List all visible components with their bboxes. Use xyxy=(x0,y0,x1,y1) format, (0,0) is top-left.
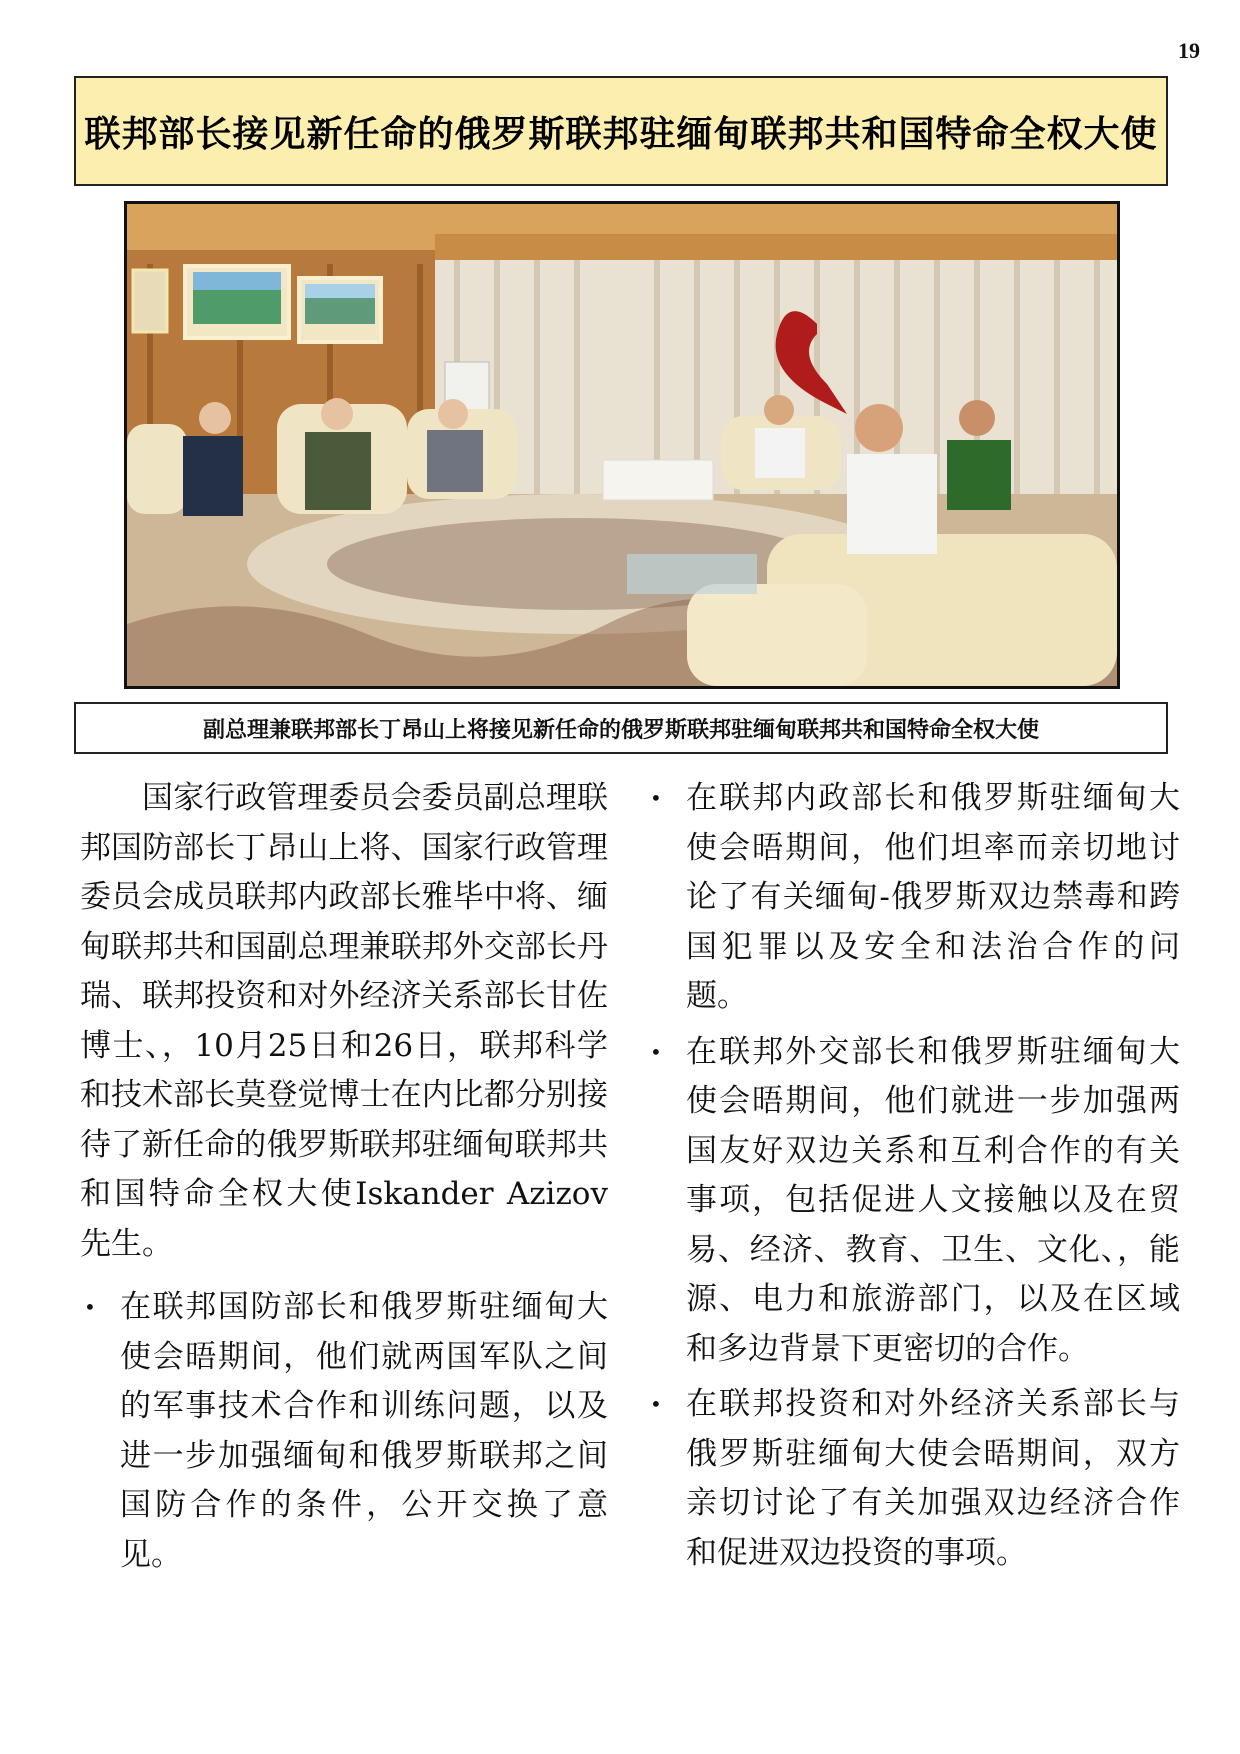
left-column xyxy=(80,774,608,1586)
list-item xyxy=(646,774,1180,1022)
bullet-icon: • xyxy=(650,1039,662,1064)
meeting-photo xyxy=(124,201,1120,689)
bullet-text: 在联邦投资和对外经济关系部长与俄罗斯驻缅甸大使会晤期间，双方亲切讨论了有关加强双边经济合作和促进双边投资的事项。 xyxy=(686,1386,1180,1571)
page-title: 联邦部长接见新任命的俄罗斯联邦驻缅甸联邦共和国特命全权大使 xyxy=(84,113,1158,155)
bullet-icon: • xyxy=(650,1392,662,1416)
title-banner xyxy=(74,76,1168,186)
bullet-list-left xyxy=(80,1283,608,1580)
bullet-text: 在联邦国防部长和俄罗斯驻缅甸大使会晤期间，他们就两国军队之间的军事技术合作和训练问题，以及进一步加强缅甸和俄罗斯联邦之间国防合作的条件，公开交换了意见。 xyxy=(120,1289,608,1573)
page-number: 19 xyxy=(1178,38,1200,63)
bullet-text: 在联邦内政部长和俄罗斯驻缅甸大使会晤期间，他们坦率而亲切地讨论了有关缅甸-俄罗斯双边禁毒和跨国犯罪以及安全和法治合作的问题。 xyxy=(686,780,1180,1014)
list-item xyxy=(80,1283,608,1580)
list-item xyxy=(646,1028,1180,1375)
meeting-photo-illustration xyxy=(127,204,1117,686)
bullet-icon: • xyxy=(650,786,662,810)
bullet-icon: • xyxy=(84,1295,96,1319)
photo-caption: 副总理兼联邦部长丁昂山上将接见新任命的俄罗斯联邦驻缅甸联邦共和国特命全权大使 xyxy=(202,717,1039,743)
bullet-list-right xyxy=(646,774,1180,1578)
list-item xyxy=(646,1380,1180,1578)
bullet-text: 在联邦外交部长和俄罗斯驻缅甸大使会晤期间，他们就进一步加强两国友好双边关系和互利合作的有关事项，包括促进人文接触以及在贸易、经济、教育、卫生、文化、，能源、电力和旅游部门，以及在区域和多边背景下更密切的合作。 xyxy=(686,1033,1180,1367)
intro-paragraph: 国家行政管理委员会委员副总理联邦国防部长丁昂山上将、国家行政管理委员会成员联邦内政部长雅毕中将、缅甸联邦共和国副总理兼联邦外交部长丹瑞、联邦投资和对外经济关系部长甘佐博士、，10月25日和26日，联邦科学和技术部长莫登觉博士在内比都分别接待了新任命的俄罗斯联邦驻缅甸联邦共和国特命全权大使Iskander Azizov先生。 xyxy=(80,780,608,1262)
right-column xyxy=(646,774,1180,1584)
photo-caption-box xyxy=(74,702,1168,754)
